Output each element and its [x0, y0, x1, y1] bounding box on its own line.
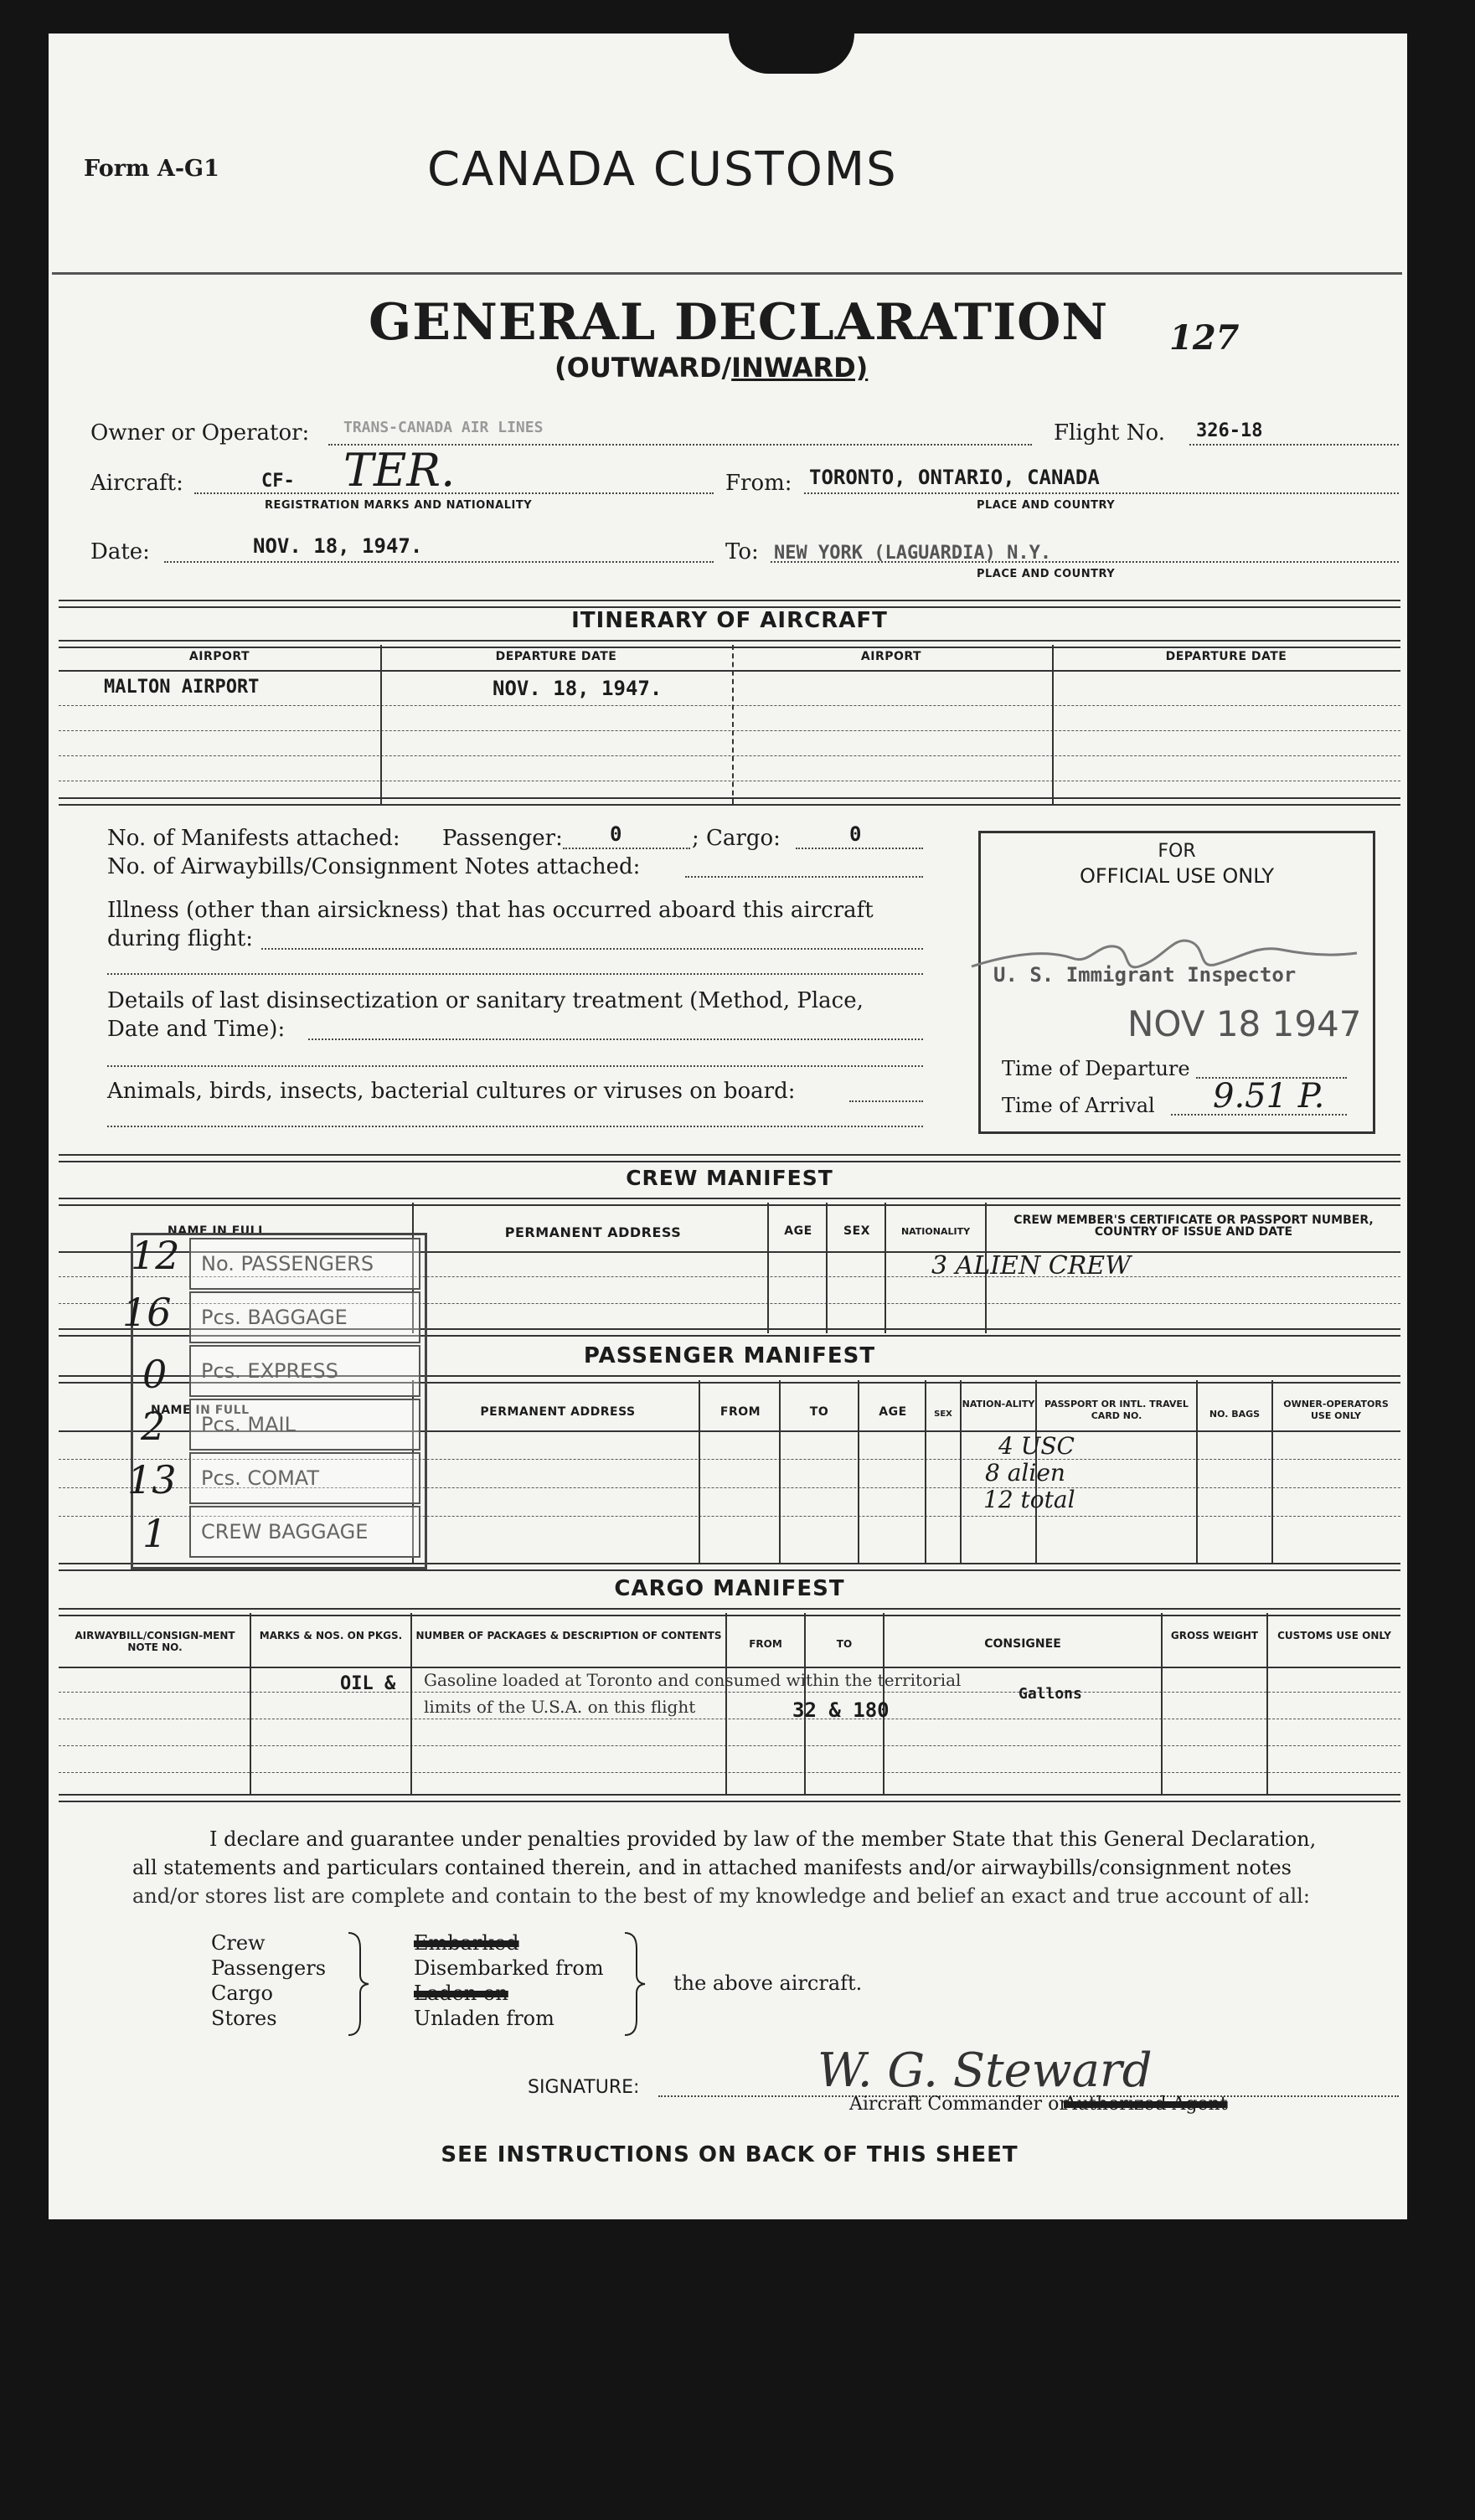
cargo-col-weight: GROSS WEIGHT — [1170, 1630, 1259, 1641]
disinsect-line-2 — [107, 1065, 923, 1067]
agency-title: CANADA CUSTOMS — [427, 142, 898, 197]
serial-number: 127 — [1169, 318, 1240, 358]
cargo-col-consignee: CONSIGNEE — [984, 1637, 1061, 1651]
passenger-col-rule — [925, 1380, 926, 1564]
crew-col-rule — [884, 1203, 886, 1333]
arrival-time-value: 9.51 P. — [1213, 1077, 1325, 1116]
action-embarked: Embarked — [414, 1931, 519, 1955]
cargo-header-rule — [59, 1608, 1400, 1616]
passenger-note-total: 12 total — [983, 1486, 1075, 1513]
crew-heading: CREW MANIFEST — [626, 1166, 833, 1190]
itinerary-bottom-rule — [59, 797, 1400, 806]
cargo-unit: Gallons — [1019, 1685, 1082, 1703]
declaration-tail: the above aircraft. — [673, 1971, 863, 1995]
to-label: To: — [725, 539, 759, 564]
itinerary-col-rule — [380, 645, 382, 804]
passenger-col-nationality: NATION-ALITY — [962, 1399, 1035, 1409]
direction-slash: / — [721, 352, 732, 384]
cargo-marks: OIL & — [340, 1673, 396, 1694]
cargo-row-rule — [59, 1667, 1400, 1668]
official-use-only: OFFICIAL USE ONLY — [1079, 864, 1275, 888]
cargo-description-line1: Gasoline loaded at Toronto and consumed within the territorial — [424, 1670, 962, 1690]
animals-line — [849, 1100, 923, 1102]
signature-label: SIGNATURE: — [528, 2077, 640, 2098]
aircraft-prefix: CF- — [261, 471, 295, 492]
cargo-col-rule — [250, 1613, 251, 1796]
crew-header-rule — [59, 1198, 1400, 1206]
cargo-col-rule — [1266, 1613, 1268, 1796]
cargo-row-rule — [59, 1745, 1400, 1746]
passenger-col-rule — [779, 1380, 781, 1564]
count-cell-mail — [189, 1399, 420, 1451]
flight-label: Flight No. — [1054, 420, 1165, 446]
itinerary-row-rule — [59, 705, 1400, 706]
crew-col-age: AGE — [784, 1224, 812, 1238]
itinerary-top-rule — [59, 600, 1400, 608]
action-disembarked: Disembarked from — [414, 1956, 604, 1980]
crew-note: 3 ALIEN CREW — [931, 1251, 1132, 1281]
aircraft-label: Aircraft: — [90, 471, 183, 496]
crew-col-nationality: NATIONALITY — [900, 1226, 971, 1237]
count-value-express: 0 — [142, 1352, 168, 1397]
count-label: Pcs. MAIL — [201, 1413, 297, 1436]
from-value: TORONTO, ONTARIO, CANADA — [809, 466, 1100, 489]
manifest-passenger-label: Passenger: — [442, 826, 563, 851]
passenger-col-to: TO — [809, 1405, 829, 1419]
cargo-row-rule — [59, 1692, 1400, 1693]
cargo-col-rule — [725, 1613, 727, 1796]
crew-col-rule — [767, 1203, 769, 1333]
itinerary-row-rule — [59, 730, 1400, 731]
right-brace — [621, 1931, 647, 2037]
manifest-passenger-value: 0 — [610, 822, 622, 846]
to-value: NEW YORK (LAGUARDIA) N.Y. — [774, 543, 1052, 564]
cargo-col-to: TO — [836, 1638, 853, 1650]
declaration-line2: all statements and particulars contained therein, and in attached manifests and/or airwaybills/consignment notes — [132, 1856, 1292, 1879]
from-line — [804, 492, 1399, 494]
passenger-col-owner: OWNER-OPERATORS USE ONLY — [1283, 1399, 1389, 1421]
cargo-col-from: FROM — [749, 1638, 782, 1650]
from-sub: PLACE AND COUNTRY — [977, 499, 1116, 512]
direction-inward: INWARD) — [731, 352, 869, 384]
cargo-col-rule — [1161, 1613, 1163, 1796]
cargo-col-description: NUMBER OF PACKAGES & DESCRIPTION OF CONTENTS — [415, 1630, 722, 1641]
passenger-col-rule — [960, 1380, 962, 1564]
commander-struck: Authorized Agent — [1064, 2094, 1228, 2115]
animals-line-2 — [107, 1126, 923, 1127]
itinerary-col-date-1: DEPARTURE DATE — [495, 650, 617, 663]
itinerary-heading: ITINERARY OF AIRCRAFT — [571, 608, 888, 633]
signature-value: W. G. Steward — [817, 2043, 1153, 2098]
arrival-time-label: Time of Arrival — [1002, 1094, 1155, 1117]
itinerary-col-rule — [732, 645, 734, 804]
flight-value: 326-18 — [1196, 420, 1263, 441]
itinerary-col-rule — [1052, 645, 1054, 804]
declaration-item-cargo: Cargo — [211, 1981, 273, 2005]
airwaybills-line — [685, 876, 923, 878]
cargo-row-rule — [59, 1772, 1400, 1773]
cargo-heading: CARGO MANIFEST — [614, 1576, 845, 1601]
date-label: Date: — [90, 539, 150, 564]
from-label: From: — [725, 471, 792, 496]
owner-value: TRANS-CANADA AIR LINES — [343, 419, 544, 436]
count-cell-express — [189, 1345, 420, 1397]
crew-col-sex: SEX — [843, 1224, 870, 1238]
count-cell-baggage — [189, 1291, 420, 1343]
itinerary-row-rule — [59, 670, 1400, 672]
manifest-cargo-line — [796, 848, 923, 849]
manifest-passenger-line — [563, 848, 690, 849]
direction-outward: (OUTWARD — [554, 352, 722, 384]
count-label: CREW BAGGAGE — [201, 1520, 369, 1543]
date-line — [164, 561, 714, 563]
aircraft-sub: REGISTRATION MARKS AND NATIONALITY — [265, 499, 533, 512]
right-brace — [345, 1931, 370, 2037]
inspector-stamp-text: U. S. Immigrant Inspector — [993, 963, 1297, 987]
count-label: Pcs. EXPRESS — [201, 1359, 338, 1383]
count-value-mail: 2 — [141, 1404, 166, 1449]
crew-top-rule — [59, 1154, 1400, 1162]
passenger-col-rule — [699, 1380, 700, 1564]
crew-col-certificate: CREW MEMBER'S CERTIFICATE OR PASSPORT NUMBER, COUNTRY OF ISSUE AND DATE — [1013, 1214, 1374, 1239]
animals-label: Animals, birds, insects, bacterial cultures or viruses on board: — [107, 1079, 796, 1104]
document-title: GENERAL DECLARATION — [369, 293, 1109, 352]
passenger-col-passport: PASSPORT OR INTL. TRAVEL CARD NO. — [1044, 1399, 1189, 1421]
illness-line — [261, 948, 923, 950]
itinerary-airport-value: MALTON AIRPORT — [104, 677, 260, 698]
cargo-quantity: 32 & 180 — [792, 1698, 890, 1722]
count-value-comat: 13 — [127, 1457, 177, 1502]
passenger-note-usc: 4 USC — [998, 1432, 1075, 1460]
owner-label: Owner or Operator: — [90, 420, 310, 446]
declaration-item-passengers: Passengers — [211, 1956, 327, 1980]
passenger-col-rule — [1271, 1380, 1273, 1564]
aircraft-registration: TER. — [343, 444, 456, 497]
direction-line — [554, 352, 868, 384]
date-value: NOV. 18, 1947. — [253, 534, 423, 558]
illness-label: Illness (other than airsickness) that has occurred aboard this aircraft — [107, 898, 874, 923]
manifest-cargo-value: 0 — [849, 822, 862, 846]
official-for: FOR — [1158, 841, 1196, 862]
declaration-item-crew: Crew — [211, 1931, 266, 1955]
cargo-description-line2: limits of the U.S.A. on this flight — [424, 1697, 696, 1717]
itinerary-col-airport-1: AIRPORT — [188, 650, 250, 663]
count-label: No. PASSENGERS — [201, 1252, 374, 1275]
disinsect-line — [308, 1038, 923, 1040]
disinsect-label-cont: Date and Time): — [107, 1017, 286, 1042]
cargo-col-marks: MARKS & NOS. ON PKGS. — [259, 1630, 403, 1641]
passenger-col-name: NAME IN FULL — [151, 1404, 250, 1417]
itinerary-col-airport-2: AIRPORT — [860, 650, 922, 663]
count-cell-crew-baggage — [189, 1506, 420, 1558]
crew-col-rule — [826, 1203, 828, 1333]
count-label: Pcs. BAGGAGE — [201, 1306, 348, 1329]
declaration-line1: I declare and guarantee under penalties provided by law of the member State that this General Declaration, — [209, 1827, 1317, 1851]
cargo-bottom-rule — [59, 1794, 1400, 1802]
crew-col-address: PERMANENT ADDRESS — [504, 1224, 682, 1240]
passenger-col-rule — [858, 1380, 859, 1564]
declaration-item-stores: Stores — [211, 2007, 277, 2030]
action-laden: Laden on — [414, 1981, 508, 2005]
illness-line-2 — [107, 973, 923, 975]
itinerary-date-value: NOV. 18, 1947. — [493, 677, 663, 700]
cargo-col-rule — [410, 1613, 412, 1796]
departure-time-label: Time of Departure — [1002, 1057, 1190, 1080]
illness-label-cont: during flight: — [107, 926, 254, 951]
crew-col-name: NAME IN FULL — [168, 1224, 266, 1238]
cargo-col-airwaybill: AIRWAYBILL/CONSIGN-MENT NOTE NO. — [75, 1630, 235, 1653]
itinerary-col-date-2: DEPARTURE DATE — [1165, 650, 1287, 663]
passenger-note-alien: 8 alien — [985, 1459, 1065, 1487]
action-unladen: Unladen from — [414, 2007, 554, 2030]
cargo-col-customs: CUSTOMS USE ONLY — [1277, 1630, 1391, 1641]
passenger-col-rule — [1196, 1380, 1198, 1564]
passenger-col-address: PERMANENT ADDRESS — [480, 1405, 636, 1419]
flight-line — [1189, 444, 1399, 446]
disinsect-label: Details of last disinsectization or sanitary treatment (Method, Place, — [107, 988, 864, 1013]
form-number: Form A-G1 — [84, 156, 219, 182]
count-value-baggage: 16 — [122, 1290, 172, 1335]
itinerary-row-rule — [59, 755, 1400, 756]
declaration-line3: and/or stores list are complete and contain to the best of my knowledge and belief an exact and true account of all: — [132, 1884, 1310, 1908]
count-value-crew-baggage: 1 — [142, 1511, 168, 1556]
commander-label: Aircraft Commander or — [849, 2094, 1068, 2115]
passenger-col-age: AGE — [879, 1405, 907, 1419]
passenger-col-from: FROM — [719, 1405, 761, 1419]
header-divider — [52, 272, 1402, 275]
to-sub: PLACE AND COUNTRY — [977, 568, 1116, 580]
airwaybills-label: No. of Airwaybills/Consignment Notes attached: — [107, 854, 641, 879]
passenger-heading: PASSENGER MANIFEST — [583, 1343, 876, 1368]
inspector-stamp-date: NOV 18 1947 — [1127, 1003, 1362, 1044]
count-value-passengers: 12 — [131, 1233, 180, 1278]
count-cell-passengers — [189, 1238, 420, 1290]
passenger-col-bags: NO. BAGS — [1209, 1409, 1261, 1420]
count-label: Pcs. COMAT — [201, 1466, 319, 1490]
manifests-label: No. of Manifests attached: — [107, 826, 400, 851]
instructions-note: SEE INSTRUCTIONS ON BACK OF THIS SHEET — [441, 2142, 1019, 2167]
count-cell-comat — [189, 1452, 420, 1504]
manifest-cargo-label: ; Cargo: — [692, 826, 781, 851]
passenger-col-sex: SEX — [934, 1409, 952, 1419]
itinerary-header-rule — [59, 640, 1400, 648]
